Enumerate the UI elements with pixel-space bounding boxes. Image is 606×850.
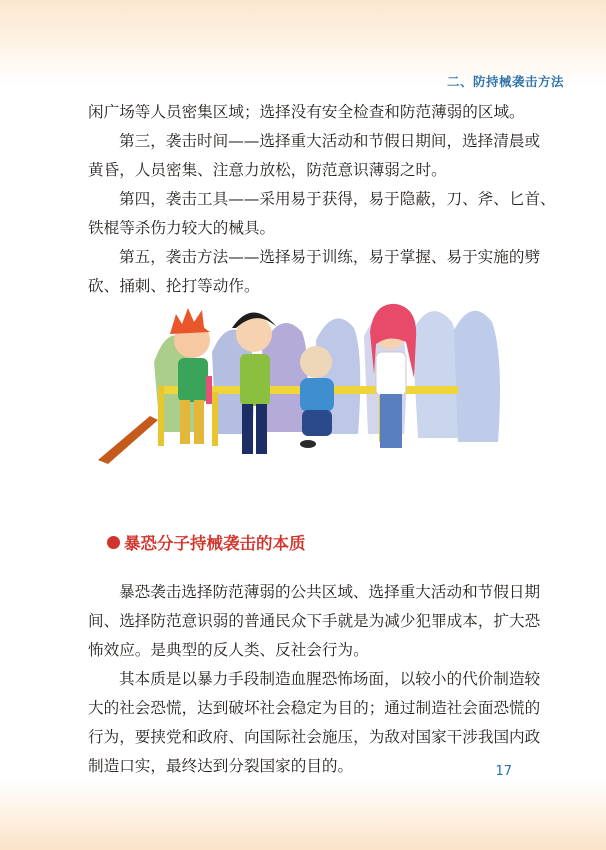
text-line: 大的社会恐慌，达到破坏社会稳定为目的；通过制造社会面恐慌的: [88, 699, 541, 717]
page-number: 17: [495, 764, 512, 779]
text-line: 第四，袭击工具——采用易于获得，易于隐蔽，刀、斧、匕首、: [119, 190, 556, 208]
text-line: 制造口实，最终达到分裂国家的目的。: [88, 757, 354, 775]
section-header: 二、防持械袭击方法: [446, 74, 564, 89]
text-line: 其本质是以暴力手段制造血腥恐怖场面，以较小的代价制造较: [119, 670, 541, 688]
text-line: 间、选择防范意识弱的普通民众下手就是为减少犯罪成本，扩大恐: [88, 612, 541, 630]
queue-illustration: [94, 292, 514, 472]
text-line: 暴恐袭击选择防范薄弱的公共区域、选择重大活动和节假日期: [119, 583, 541, 601]
text-line: 行为，要挟党和政府、向国际社会施压，为敌对国家干涉我国内政: [88, 728, 541, 746]
text-line: 铁棍等杀伤力较大的械具。: [88, 219, 276, 237]
subheading: [107, 530, 306, 554]
text-line: 黄昏，人员密集、注意力放松，防范意识薄弱之时。: [88, 161, 447, 179]
text-line: 砍、捅刺、抡打等动作。: [88, 277, 260, 295]
bullet-dot-icon: [107, 536, 120, 549]
text-line: 怖效应。是典型的反人类、反社会行为。: [88, 641, 369, 659]
subheading-text: 暴恐分子持械袭击的本质: [124, 534, 306, 553]
text-line: 闲广场等人员密集区域；选择没有安全检查和防范薄弱的区域。: [88, 103, 525, 121]
body-text-top: [88, 98, 556, 301]
text-line: 第五，袭击方法——选择易于训练，易于掌握、易于实施的劈: [119, 248, 541, 266]
text-line: 第三，袭击时间——选择重大活动和节假日期间，选择清晨或: [119, 132, 541, 150]
body-text-bottom: [88, 578, 541, 781]
